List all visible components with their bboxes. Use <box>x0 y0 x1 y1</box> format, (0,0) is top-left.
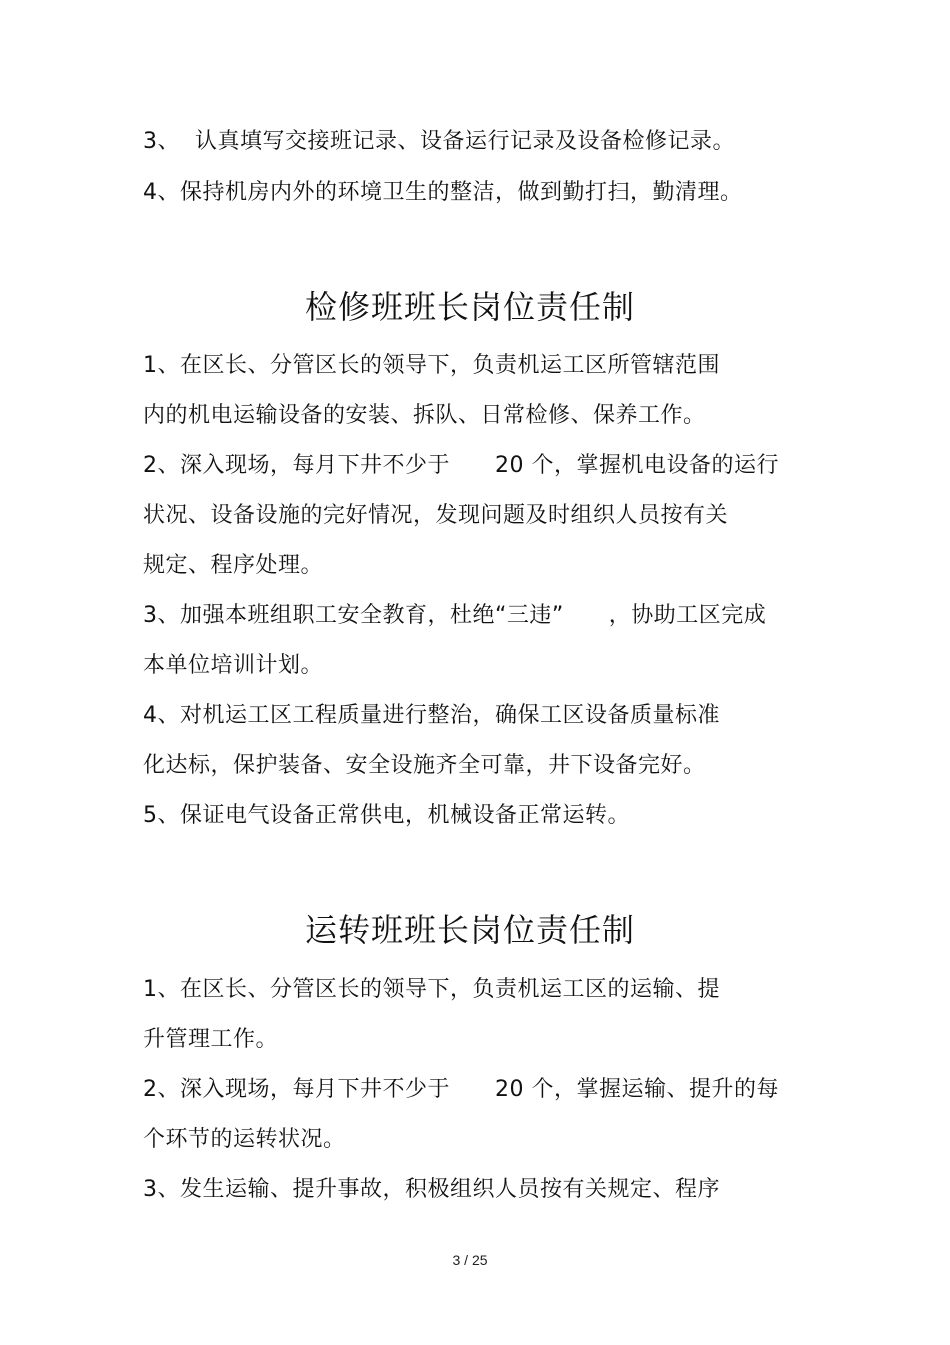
paragraph-line: 4、保持机房内外的环境卫生的整洁，做到勤打扫，勤清理。 <box>143 180 743 205</box>
paragraph-line: 4、对机运工区工程质量进行整治，确保工区设备质量标准 <box>143 703 720 728</box>
paragraph-line: 1、在区长、分管区长的领导下，负责机运工区的运输、提 <box>143 977 720 1002</box>
paragraph-line: 3、发生运输、提升事故，积极组织人员按有关规定、程序 <box>143 1177 720 1202</box>
paragraph-line: 3、加强本班组职工安全教育，杜绝“三违” ，协助工区完成 <box>143 603 767 628</box>
paragraph-line: 内的机电运输设备的安装、拆队、日常检修、保养工作。 <box>143 403 706 428</box>
paragraph-line: 5、保证电气设备正常供电，机械设备正常运转。 <box>143 803 630 828</box>
page-number: 3 / 25 <box>452 1252 488 1268</box>
paragraph-line: 升管理工作。 <box>143 1027 279 1052</box>
paragraph-line: 状况、设备设施的完好情况，发现问题及时组织人员按有关 <box>143 503 729 528</box>
section-title: 检修班班长岗位责任制 <box>304 288 635 326</box>
paragraph-line: 2、深入现场，每月下井不少于 20 个，掌握机电设备的运行 <box>143 453 779 478</box>
paragraph-line: 个环节的运转状况。 <box>143 1127 346 1152</box>
paragraph-line: 3、 认真填写交接班记录、设备运行记录及设备检修记录。 <box>143 129 735 154</box>
paragraph-line: 化达标，保护装备、安全设施齐全可靠，井下设备完好。 <box>143 753 706 778</box>
paragraph-line: 2、深入现场，每月下井不少于 20 个，掌握运输、提升的每 <box>143 1077 779 1102</box>
section-title: 运转班班长岗位责任制 <box>304 911 635 949</box>
paragraph-line: 1、在区长、分管区长的领导下，负责机运工区所管辖范围 <box>143 353 720 378</box>
paragraph-line: 规定、程序处理。 <box>143 553 324 578</box>
paragraph-line: 本单位培训计划。 <box>143 653 324 678</box>
